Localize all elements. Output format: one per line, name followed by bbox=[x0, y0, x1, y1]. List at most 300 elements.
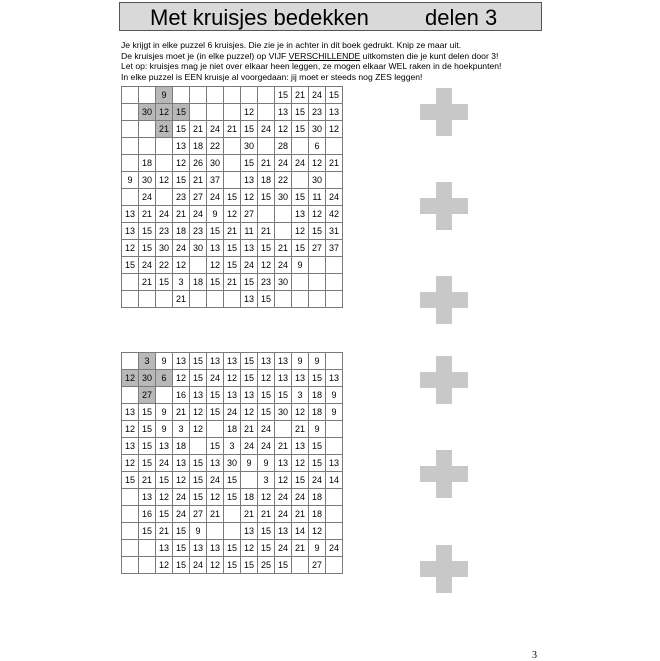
grid-row bbox=[122, 455, 343, 472]
grid-cell: 15 bbox=[241, 353, 258, 370]
grid-cell: 15 bbox=[207, 223, 224, 240]
grid-cell: 15 bbox=[241, 370, 258, 387]
grid-cell: 21 bbox=[275, 240, 292, 257]
grid-cell: 12 bbox=[173, 370, 190, 387]
puzzle-grid-2 bbox=[121, 352, 343, 574]
grid-cell: 9 bbox=[309, 353, 326, 370]
grid-cell: 21 bbox=[173, 206, 190, 223]
grid-cell: 18 bbox=[309, 506, 326, 523]
grid-cell: 42 bbox=[326, 206, 343, 223]
grid-cell: 13 bbox=[241, 291, 258, 308]
grid-row bbox=[122, 370, 343, 387]
grid-cell bbox=[292, 172, 309, 189]
cross-shape bbox=[420, 545, 468, 593]
grid-cell: 3 bbox=[173, 421, 190, 438]
grid-cell: 22 bbox=[156, 257, 173, 274]
grid-cell bbox=[258, 104, 275, 121]
grid-cell: 12 bbox=[156, 557, 173, 574]
grid-cell: 18 bbox=[139, 155, 156, 172]
grid-cell: 9 bbox=[156, 353, 173, 370]
grid-cell: 23 bbox=[173, 189, 190, 206]
grid-cell: 13 bbox=[190, 387, 207, 404]
grid-cell: 3 bbox=[258, 472, 275, 489]
grid-cell: 25 bbox=[258, 557, 275, 574]
grid-cell: 15 bbox=[224, 472, 241, 489]
cross-piece-icon bbox=[420, 182, 468, 230]
grid-cell: 18 bbox=[190, 138, 207, 155]
grid-cell: 24 bbox=[190, 557, 207, 574]
grid-cell: 21 bbox=[292, 540, 309, 557]
grid-cell: 12 bbox=[309, 155, 326, 172]
grid-cell bbox=[139, 291, 156, 308]
grid-cell bbox=[224, 155, 241, 172]
grid-cell: 15 bbox=[139, 455, 156, 472]
grid-cell bbox=[190, 104, 207, 121]
grid-cell: 15 bbox=[139, 240, 156, 257]
grid-cell: 15 bbox=[207, 438, 224, 455]
grid-cell: 15 bbox=[258, 291, 275, 308]
grid-cell: 30 bbox=[224, 455, 241, 472]
grid-cell: 30 bbox=[275, 189, 292, 206]
grid-cell bbox=[122, 489, 139, 506]
grid-cell bbox=[326, 138, 343, 155]
grid-cell bbox=[139, 540, 156, 557]
instruction-line-2-start: De kruisjes moet je (in elke puzzel) op VIJF bbox=[121, 50, 289, 61]
grid-cell bbox=[122, 557, 139, 574]
grid-cell bbox=[139, 557, 156, 574]
grid-cell: 9 bbox=[309, 540, 326, 557]
grid-cell: 24 bbox=[258, 438, 275, 455]
grid-cell bbox=[156, 138, 173, 155]
grid-cell: 13 bbox=[275, 370, 292, 387]
grid-row bbox=[122, 206, 343, 223]
grid-row bbox=[122, 421, 343, 438]
cross-shape bbox=[420, 88, 468, 136]
grid-cell: 24 bbox=[309, 87, 326, 104]
grid-cell bbox=[122, 353, 139, 370]
grid-cell: 13 bbox=[207, 540, 224, 557]
grid-cell: 9 bbox=[292, 257, 309, 274]
grid-cell: 12 bbox=[241, 540, 258, 557]
grid-row bbox=[122, 387, 343, 404]
grid-cell: 21 bbox=[173, 404, 190, 421]
grid-cell: 15 bbox=[309, 438, 326, 455]
grid-cell: 12 bbox=[241, 404, 258, 421]
grid-cell bbox=[326, 421, 343, 438]
grid-cell: 24 bbox=[173, 240, 190, 257]
grid-cell: 15 bbox=[275, 87, 292, 104]
grid-cell: 12 bbox=[241, 189, 258, 206]
grid-cell bbox=[122, 87, 139, 104]
grid-cell: 15 bbox=[224, 240, 241, 257]
grid-cell: 15 bbox=[292, 189, 309, 206]
grid-cell bbox=[258, 206, 275, 223]
grid-cell: 12 bbox=[122, 455, 139, 472]
grid-cell bbox=[326, 353, 343, 370]
grid-cell bbox=[326, 257, 343, 274]
grid-cell: 15 bbox=[292, 104, 309, 121]
grid-cell: 15 bbox=[224, 257, 241, 274]
grid-cell: 12 bbox=[309, 206, 326, 223]
grid-cell: 15 bbox=[207, 404, 224, 421]
grid-cell: 13 bbox=[224, 353, 241, 370]
grid-cell: 13 bbox=[139, 489, 156, 506]
grid-cell: 28 bbox=[275, 138, 292, 155]
grid-cell: 16 bbox=[139, 506, 156, 523]
grid-cell: 21 bbox=[224, 223, 241, 240]
grid-row bbox=[122, 291, 343, 308]
grid-cell: 15 bbox=[156, 274, 173, 291]
grid-cell bbox=[326, 489, 343, 506]
grid-cell: 24 bbox=[207, 472, 224, 489]
grid-row bbox=[122, 189, 343, 206]
grid-row bbox=[122, 489, 343, 506]
grid-cell: 13 bbox=[241, 172, 258, 189]
grid-cell: 13 bbox=[156, 438, 173, 455]
grid-cell bbox=[224, 172, 241, 189]
grid-cell: 12 bbox=[292, 404, 309, 421]
cross-piece-icon bbox=[420, 276, 468, 324]
grid-row bbox=[122, 540, 343, 557]
grid-cell bbox=[292, 274, 309, 291]
grid-cell: 9 bbox=[190, 523, 207, 540]
grid-cell: 15 bbox=[207, 387, 224, 404]
grid-cell: 16 bbox=[173, 387, 190, 404]
grid-cell: 24 bbox=[275, 506, 292, 523]
grid-cell: 13 bbox=[292, 438, 309, 455]
grid-row bbox=[122, 523, 343, 540]
grid-cell: 12 bbox=[156, 489, 173, 506]
grid-cell: 15 bbox=[241, 557, 258, 574]
grid-cell bbox=[326, 557, 343, 574]
grid-cell: 12 bbox=[173, 155, 190, 172]
grid-cell: 9 bbox=[326, 404, 343, 421]
grid-row bbox=[122, 257, 343, 274]
grid-cell: 18 bbox=[309, 404, 326, 421]
grid-cell: 12 bbox=[190, 421, 207, 438]
instruction-line-1: Je krijgt in elke puzzel 6 kruisjes. Die zie je in achter in dit boek gedrukt. Knip ze maar uit. bbox=[121, 40, 462, 50]
grid-cell bbox=[224, 87, 241, 104]
grid-cell: 12 bbox=[258, 257, 275, 274]
grid-cell bbox=[326, 291, 343, 308]
cross-piece-icon bbox=[420, 545, 468, 593]
grid-cell bbox=[122, 523, 139, 540]
grid-cell: 12 bbox=[156, 172, 173, 189]
grid-cell: 15 bbox=[156, 506, 173, 523]
grid-cell: 13 bbox=[190, 540, 207, 557]
grid-cell: 15 bbox=[241, 121, 258, 138]
instruction-line-2-end: uitkomsten die je kunt delen door 3! bbox=[360, 50, 499, 61]
grid-cell: 22 bbox=[275, 172, 292, 189]
grid-cell: 15 bbox=[139, 404, 156, 421]
grid-cell: 30 bbox=[241, 138, 258, 155]
grid-cell: 3 bbox=[139, 353, 156, 370]
grid-cell: 12 bbox=[292, 455, 309, 472]
grid-cell bbox=[309, 257, 326, 274]
grid-cell: 24 bbox=[326, 189, 343, 206]
grid-row bbox=[122, 557, 343, 574]
grid-cell: 24 bbox=[173, 489, 190, 506]
grid-cell: 9 bbox=[156, 404, 173, 421]
grid-cell: 18 bbox=[309, 489, 326, 506]
grid-cell: 37 bbox=[207, 172, 224, 189]
grid-cell: 9 bbox=[156, 421, 173, 438]
grid-cell bbox=[173, 87, 190, 104]
grid-cell bbox=[122, 189, 139, 206]
grid-row bbox=[122, 87, 343, 104]
grid-cell bbox=[190, 87, 207, 104]
grid-cell bbox=[224, 138, 241, 155]
grid-cell: 23 bbox=[309, 104, 326, 121]
grid-cell: 3 bbox=[292, 387, 309, 404]
grid-cell: 13 bbox=[241, 240, 258, 257]
grid-cell: 14 bbox=[292, 523, 309, 540]
grid-cell: 11 bbox=[241, 223, 258, 240]
grid-cell bbox=[275, 291, 292, 308]
grid-cell: 18 bbox=[190, 274, 207, 291]
grid-cell bbox=[207, 421, 224, 438]
grid-cell bbox=[326, 506, 343, 523]
grid-cell: 24 bbox=[292, 155, 309, 172]
grid-cell: 15 bbox=[224, 557, 241, 574]
grid-cell: 15 bbox=[258, 189, 275, 206]
grid-cell: 24 bbox=[207, 370, 224, 387]
grid-cell bbox=[122, 155, 139, 172]
grid-row bbox=[122, 155, 343, 172]
grid-cell: 13 bbox=[122, 404, 139, 421]
grid-cell: 9 bbox=[241, 455, 258, 472]
grid-cell bbox=[241, 87, 258, 104]
grid-cell: 21 bbox=[258, 506, 275, 523]
grid-row bbox=[122, 438, 343, 455]
grid-cell: 24 bbox=[275, 540, 292, 557]
grid-row bbox=[122, 274, 343, 291]
grid-cell: 30 bbox=[275, 274, 292, 291]
grid-cell bbox=[122, 104, 139, 121]
instruction-line-3: Let op: kruisjes mag je niet over elkaar heen leggen, ze mogen elkaar WEL raken in de hoekpunten! bbox=[121, 61, 502, 72]
grid-cell: 15 bbox=[173, 121, 190, 138]
grid-cell: 21 bbox=[258, 155, 275, 172]
grid-cell: 24 bbox=[190, 206, 207, 223]
grid-cell: 15 bbox=[326, 87, 343, 104]
grid-cell: 12 bbox=[241, 104, 258, 121]
grid-cell: 18 bbox=[173, 438, 190, 455]
grid-cell: 13 bbox=[241, 387, 258, 404]
grid-cell bbox=[292, 138, 309, 155]
grid-cell bbox=[156, 387, 173, 404]
grid-cell bbox=[309, 291, 326, 308]
grid-cell bbox=[190, 291, 207, 308]
cross-shape bbox=[420, 356, 468, 404]
grid-cell: 15 bbox=[258, 404, 275, 421]
grid-cell: 24 bbox=[173, 506, 190, 523]
grid-cell bbox=[122, 506, 139, 523]
grid-cell: 11 bbox=[309, 189, 326, 206]
grid-cell: 12 bbox=[224, 370, 241, 387]
grid-cell: 3 bbox=[224, 438, 241, 455]
grid-cell: 27 bbox=[190, 189, 207, 206]
grid-cell: 21 bbox=[139, 274, 156, 291]
grid-cell: 13 bbox=[207, 353, 224, 370]
grid-cell: 15 bbox=[173, 104, 190, 121]
grid-cell bbox=[275, 421, 292, 438]
grid-cell bbox=[122, 540, 139, 557]
grid-cell bbox=[139, 87, 156, 104]
grid-cell: 15 bbox=[224, 489, 241, 506]
grid-cell: 21 bbox=[292, 421, 309, 438]
grid-cell bbox=[122, 387, 139, 404]
grid-cell: 26 bbox=[190, 155, 207, 172]
cross-piece-icon bbox=[420, 356, 468, 404]
grid-cell: 30 bbox=[190, 240, 207, 257]
grid-cell: 12 bbox=[309, 523, 326, 540]
grid-cell: 21 bbox=[156, 523, 173, 540]
grid-cell: 15 bbox=[309, 370, 326, 387]
part-label: delen 3 bbox=[425, 5, 498, 30]
grid-cell: 24 bbox=[309, 472, 326, 489]
cross-piece-icon bbox=[420, 450, 468, 498]
grid-cell: 21 bbox=[173, 291, 190, 308]
title-bar bbox=[119, 2, 542, 31]
page-number: 3 bbox=[532, 650, 537, 661]
grid-cell: 15 bbox=[139, 223, 156, 240]
grid-cell: 9 bbox=[309, 421, 326, 438]
grid-cell bbox=[139, 121, 156, 138]
grid-cell: 15 bbox=[241, 274, 258, 291]
instruction-line-2 bbox=[121, 51, 541, 62]
grid-cell: 12 bbox=[258, 489, 275, 506]
grid-cell bbox=[258, 138, 275, 155]
grid-cell bbox=[309, 274, 326, 291]
grid-cell: 15 bbox=[309, 455, 326, 472]
grid-cell: 3 bbox=[173, 274, 190, 291]
grid-cell: 30 bbox=[139, 172, 156, 189]
grid-cell: 24 bbox=[292, 489, 309, 506]
grid-cell: 12 bbox=[207, 557, 224, 574]
grid-cell: 24 bbox=[275, 257, 292, 274]
grid-cell: 15 bbox=[241, 155, 258, 172]
grid-cell: 12 bbox=[207, 489, 224, 506]
grid-cell: 18 bbox=[173, 223, 190, 240]
grid-cell bbox=[224, 506, 241, 523]
grid-cell: 12 bbox=[190, 404, 207, 421]
instruction-emphasis: VERSCHILLENDE bbox=[288, 50, 361, 61]
grid-cell: 18 bbox=[258, 172, 275, 189]
grid-cell: 13 bbox=[173, 138, 190, 155]
grid-cell: 12 bbox=[122, 421, 139, 438]
grid-cell: 15 bbox=[190, 370, 207, 387]
grid-cell bbox=[190, 438, 207, 455]
grid-cell bbox=[122, 274, 139, 291]
grid-cell: 13 bbox=[156, 540, 173, 557]
grid-row bbox=[122, 138, 343, 155]
grid-cell: 24 bbox=[258, 421, 275, 438]
cross-shape bbox=[420, 182, 468, 230]
grid-cell: 31 bbox=[326, 223, 343, 240]
grid-cell bbox=[275, 206, 292, 223]
grid-cell: 24 bbox=[139, 189, 156, 206]
grid-cell: 21 bbox=[139, 472, 156, 489]
grid-cell: 23 bbox=[156, 223, 173, 240]
grid-cell: 12 bbox=[173, 257, 190, 274]
grid-cell: 6 bbox=[156, 370, 173, 387]
grid-row bbox=[122, 223, 343, 240]
grid-cell: 12 bbox=[156, 104, 173, 121]
grid-cell: 15 bbox=[173, 540, 190, 557]
grid-cell: 21 bbox=[139, 206, 156, 223]
grid-cell: 13 bbox=[122, 223, 139, 240]
grid-cell: 13 bbox=[207, 240, 224, 257]
grid-cell: 27 bbox=[139, 387, 156, 404]
grid-cell: 12 bbox=[122, 370, 139, 387]
grid-cell: 13 bbox=[292, 206, 309, 223]
cross-piece-icon bbox=[420, 88, 468, 136]
grid-cell: 24 bbox=[241, 257, 258, 274]
grid-cell: 13 bbox=[207, 455, 224, 472]
instruction-line-4: In elke puzzel is EEN kruisje al voorgedaan: jij moet er steeds nog ZES leggen! bbox=[121, 71, 423, 82]
grid-cell: 13 bbox=[275, 523, 292, 540]
grid-cell: 15 bbox=[275, 557, 292, 574]
grid-cell: 18 bbox=[224, 421, 241, 438]
grid-cell: 27 bbox=[309, 240, 326, 257]
grid-cell: 14 bbox=[326, 472, 343, 489]
grid-cell bbox=[326, 274, 343, 291]
grid-cell: 22 bbox=[207, 138, 224, 155]
grid-cell: 24 bbox=[241, 438, 258, 455]
grid-cell: 15 bbox=[139, 523, 156, 540]
grid-cell: 30 bbox=[139, 104, 156, 121]
grid-cell: 12 bbox=[326, 121, 343, 138]
grid-cell bbox=[122, 138, 139, 155]
grid-cell: 24 bbox=[326, 540, 343, 557]
grid-cell bbox=[292, 557, 309, 574]
grid-cell: 13 bbox=[122, 438, 139, 455]
grid-row bbox=[122, 404, 343, 421]
grid-cell: 21 bbox=[207, 506, 224, 523]
cross-shape bbox=[420, 276, 468, 324]
grid-cell: 21 bbox=[190, 172, 207, 189]
grid-row bbox=[122, 104, 343, 121]
grid-cell: 15 bbox=[190, 489, 207, 506]
grid-cell: 13 bbox=[173, 353, 190, 370]
grid-cell bbox=[224, 523, 241, 540]
grid-cell: 24 bbox=[275, 155, 292, 172]
grid-cell: 21 bbox=[224, 121, 241, 138]
grid-cell: 12 bbox=[292, 223, 309, 240]
grid-row bbox=[122, 353, 343, 370]
grid-cell: 18 bbox=[241, 489, 258, 506]
grid-cell: 13 bbox=[275, 455, 292, 472]
grid-cell: 15 bbox=[173, 523, 190, 540]
grid-cell: 12 bbox=[258, 370, 275, 387]
grid-cell: 15 bbox=[190, 353, 207, 370]
grid-cell: 15 bbox=[207, 274, 224, 291]
grid-cell: 15 bbox=[139, 421, 156, 438]
grid-row bbox=[122, 121, 343, 138]
grid-cell bbox=[207, 104, 224, 121]
grid-cell bbox=[258, 87, 275, 104]
cross-shape bbox=[420, 450, 468, 498]
grid-cell: 15 bbox=[173, 172, 190, 189]
grid-cell: 12 bbox=[275, 472, 292, 489]
grid-cell: 30 bbox=[309, 121, 326, 138]
grid-cell bbox=[326, 438, 343, 455]
page-title: Met kruisjes bedekken bbox=[150, 5, 369, 30]
grid-cell: 15 bbox=[258, 240, 275, 257]
grid-cell: 13 bbox=[173, 455, 190, 472]
puzzle-grid-1 bbox=[121, 86, 343, 308]
grid-cell: 12 bbox=[122, 240, 139, 257]
